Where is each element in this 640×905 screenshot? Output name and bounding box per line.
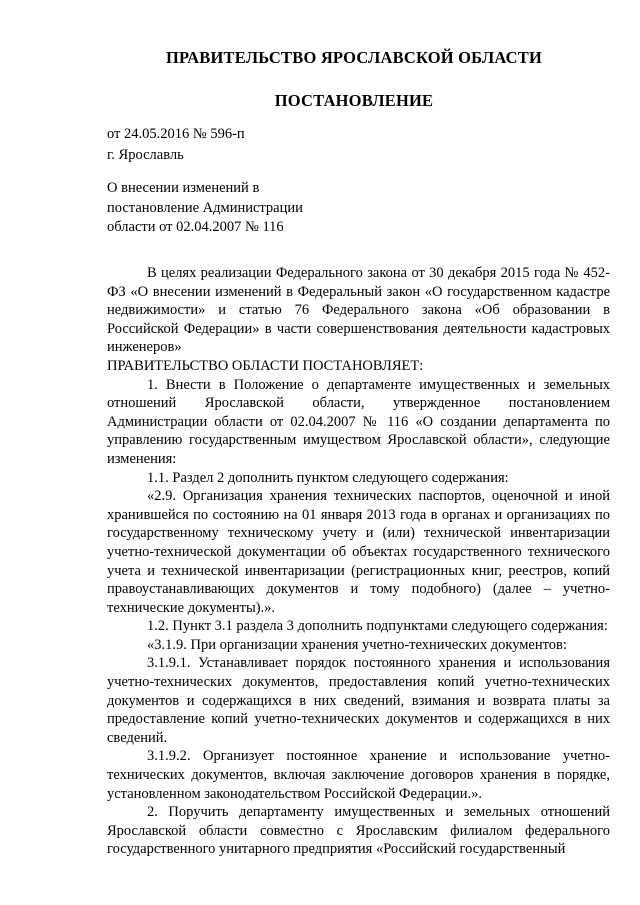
document-body xyxy=(107,264,610,859)
paragraph-1-1: 1.1. Раздел 2 дополнить пунктом следующего содержания: xyxy=(147,469,509,486)
paragraph-2-9: «2.9. Организация хранения технических паспортов, оценочной и иной хранившейся по состоянию на 01 января 2013 года в органах и организациях по государственному техническому учету и (или) технической инвентаризации учетно-технической документации об объектах государственного технического учета и технической инвентаризации (регистрационных книг, реестров, копий правоустанавливающих документов и тому подобного) (далее – учетно-технические документы).». xyxy=(107,488,610,616)
paragraph-1: 1. Внести в Положение о департаменте имущественных и земельных отношений Ярославской области, утвержденное постановлением Администрации области от 02.04.2007 № 116 «О создании департамента по управлению государственным имуществом Ярославской области», следующие изменения: xyxy=(107,376,610,467)
preamble-paragraph: В целях реализации Федерального закона от 30 декабря 2015 года № 452-ФЗ «О внесении изменений в Федеральный закон «О государственном кадастре недвижимости» и статью 76 Федерального закона «Об образовании в Российской Федерации» в части совершенствования деятельности кадастровых инженеров» xyxy=(107,265,610,356)
government-heading: ПРАВИТЕЛЬСТВО ЯРОСЛАВСКОЙ ОБЛАСТИ xyxy=(165,48,543,67)
decree-line: ПРАВИТЕЛЬСТВО ОБЛАСТИ ПОСТАНОВЛЯЕТ: xyxy=(107,357,424,374)
subject-line: области от 02.04.2007 № 116 xyxy=(107,219,284,235)
city: г. Ярославль xyxy=(107,147,184,163)
paragraph-3-1-9: «3.1.9. При организации хранения учетно-технических документов: xyxy=(147,636,567,653)
document-meta xyxy=(107,124,245,166)
date-number: от 24.05.2016 № 596-п xyxy=(107,126,245,142)
paragraph-1-2: 1.2. Пункт 3.1 раздела 3 дополнить подпунктами следующего содержания: xyxy=(147,618,608,635)
document-subject xyxy=(107,179,303,238)
document-type-heading: ПОСТАНОВЛЕНИЕ xyxy=(274,91,434,110)
paragraph-3-1-9-1: 3.1.9.1. Устанавливает порядок постоянного хранения и использования учетно-технических документов, предоставления копий учетно-технических документов и содержащихся в них сведений, взимания и возврата платы за предоставление копий учетно-технических документов и содержащихся в них сведений. xyxy=(107,655,610,746)
subject-line: постановление Администрации xyxy=(107,199,303,216)
paragraph-2: 2. Поручить департаменту имущественных и земельных отношений Ярославской области совместно с Ярославским филиалом федерального государственного унитарного предприятия «Российский государственный xyxy=(107,804,610,858)
paragraph-3-1-9-2: 3.1.9.2. Организует постоянное хранение и использование учетно-технических документов, включая заключение договоров хранения в порядке, установленном законодательством Российской Федерации.». xyxy=(107,748,610,802)
subject-line: О внесении изменений в xyxy=(107,180,260,196)
